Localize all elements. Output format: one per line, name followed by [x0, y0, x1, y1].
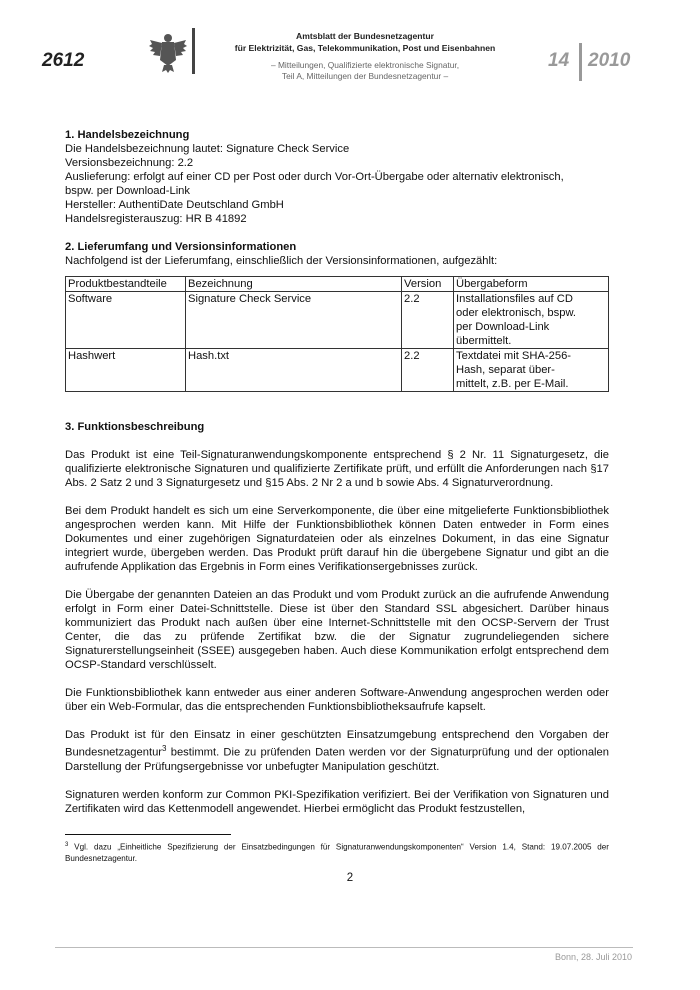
paragraph: Signaturen werden konform zur Common PKI-Spezifikation verifiziert. Bei der Verifikation von Signaturen und Zertifikaten wird das Kettenmodell angewendet. Hierbei ermöglicht das Produkt festzustellen, — [65, 788, 609, 815]
column-header: Produktbestandteile — [66, 277, 186, 292]
table-cell: Textdatei mit SHA-256- Hash, separat über- mittelt, z.B. per E-Mail. — [454, 349, 609, 392]
delivery-table — [65, 276, 609, 392]
table-cell: Installationsfiles auf CD oder elektronisch, bspw. per Download-Link übermittelt. — [454, 292, 609, 349]
header-divider — [192, 28, 195, 74]
table-row — [66, 292, 609, 349]
column-header: Version — [402, 277, 454, 292]
column-header: Bezeichnung — [186, 277, 402, 292]
table-cell: Hashwert — [66, 349, 186, 392]
table-cell: Software — [66, 292, 186, 349]
table-cell: 2.2 — [402, 349, 454, 392]
footnote: $^3$ Vgl. dazu „Einheitliche Spezifizierung der Einsatzbedingungen für Signaturanwendungskomponenten“ Version 1.4, Stand: 19.07.2005 der Bundesnetzagentur. — [65, 842, 609, 863]
page-number: 2612 — [42, 50, 85, 71]
text-line: Hersteller: AuthentiDate Deutschland GmbH — [65, 199, 284, 211]
table-row — [66, 349, 609, 392]
document-body — [65, 128, 609, 816]
table-cell: Signature Check Service — [186, 292, 402, 349]
table-cell: Hash.txt — [186, 349, 402, 392]
column-header: Übergabeform — [454, 277, 609, 292]
issue-year: 2010 — [588, 50, 631, 71]
section-heading: 3. Funktionsbeschreibung — [65, 421, 205, 433]
footnote-number: 3 — [65, 842, 69, 848]
publication-subtitle: – Mitteilungen, Qualifizierte elektronische Signatur, Teil A, Mitteilungen der Bundesnetzagentur – — [270, 60, 460, 81]
text-line: Die Handelsbezeichnung lautet: Signature Check Service — [65, 143, 350, 155]
section-intro: Nachfolgend ist der Lieferumfang, einschließlich der Versionsinformationen, aufgezählt: — [65, 255, 498, 267]
footnote-divider — [65, 834, 231, 835]
table-header-row — [66, 277, 609, 292]
text-line: Auslieferung: erfolgt auf einer CD per Post oder durch Vor-Ort-Übergabe oder alternativ elektronisch, — [65, 171, 564, 183]
issue-number: 14 — [548, 50, 570, 71]
text-line: Handelsregisterauszug: HR B 41892 — [65, 213, 247, 225]
section-heading: 1. Handelsbezeichnung — [65, 129, 190, 141]
text-line: bspw. per Download-Link — [65, 185, 190, 197]
federal-eagle-icon — [146, 30, 190, 74]
folio-number: 2 — [346, 872, 354, 884]
table-cell: 2.2 — [402, 292, 454, 349]
publication-title: Amtsblatt der Bundesnetzagentur für Elektrizität, Gas, Telekommunikation, Post und Eisenbahnen — [234, 31, 496, 53]
section-heading: 2. Lieferumfang und Versionsinformationen — [65, 241, 297, 253]
paragraph: Die Übergabe der genannten Dateien an das Produkt und vom Produkt zurück an die aufrufende Anwendung erfolgt in Form einer Datei-Schnittstelle. Diese ist über den Standard SSL abgesichert. Darüber hinaus kommuniziert das Produkt nach außen über eine Internet-Schnittstelle mit den OCSP-Servern der Trust Center, die das zu prüfende Zertifikat bzw. die der Signatur zugrundeliegenden sichere Signaturerstellungseinheit (SSEE) ausgegeben haben. Auch diese Kommunikation erfolgt entsprechend dem OCSP-Standard verschlüsselt. — [65, 589, 609, 671]
text-line: Versionsbezeichnung: 2.2 — [65, 157, 194, 169]
paragraph: Das Produkt ist eine Teil-Signaturanwendungskomponente entsprechend § 2 Nr. 11 Signaturgesetz, die qualifizierte elektronische Signaturen und qualifizierte Zertifikate prüft, und erfüllt die Anforderungen nach §17 Abs. 2 Satz 2 und 3 Signaturgesetz und §15 Abs. 2 Nr 2 a und b sowie Abs. 4 Signaturverordnung. — [65, 449, 609, 489]
paragraph: Die Funktionsbibliothek kann entweder aus einer anderen Software-Anwendung angesprochen werden oder über ein Web-Formular, das die entsprechenden Funktionsbibliotheksaufrufe kapselt. — [65, 687, 609, 713]
issue-divider — [579, 43, 582, 81]
paragraph: Bei dem Produkt handelt es sich um eine Serverkomponente, die über eine mitgelieferte Funktionsbibliothek angesprochen werden kann. Mit Hilfe der Funktionsbibliothek können Daten entweder in Form eines Dokumentes und einer zugehörigen Signaturdateien oder als einzelnes Dokument, in das eine Signatur integriert wurde, übergeben werden. Das Produkt prüft darauf hin die übergebene Signatur und gibt an die aufrufende Applikation das Ergebnis in Form eines Verifikationsergebnisses zurück. — [65, 505, 609, 573]
place-date: Bonn, 28. Juli 2010 — [554, 952, 632, 962]
paragraph: Das Produkt ist für den Einsatz in einer geschützten Einsatzumgebung entsprechend den Vorgaben der Bundesnetzagentur$^3$ bestimmt. Die zu prüfenden Daten werden vor der Signaturprüfung und der optionalen Darstellung der Prüfungsergebnisse vor unbefugter Manipulation geschützt. — [65, 729, 609, 773]
footer-divider — [55, 947, 633, 948]
footnote-reference[interactable]: 3 — [162, 744, 167, 753]
